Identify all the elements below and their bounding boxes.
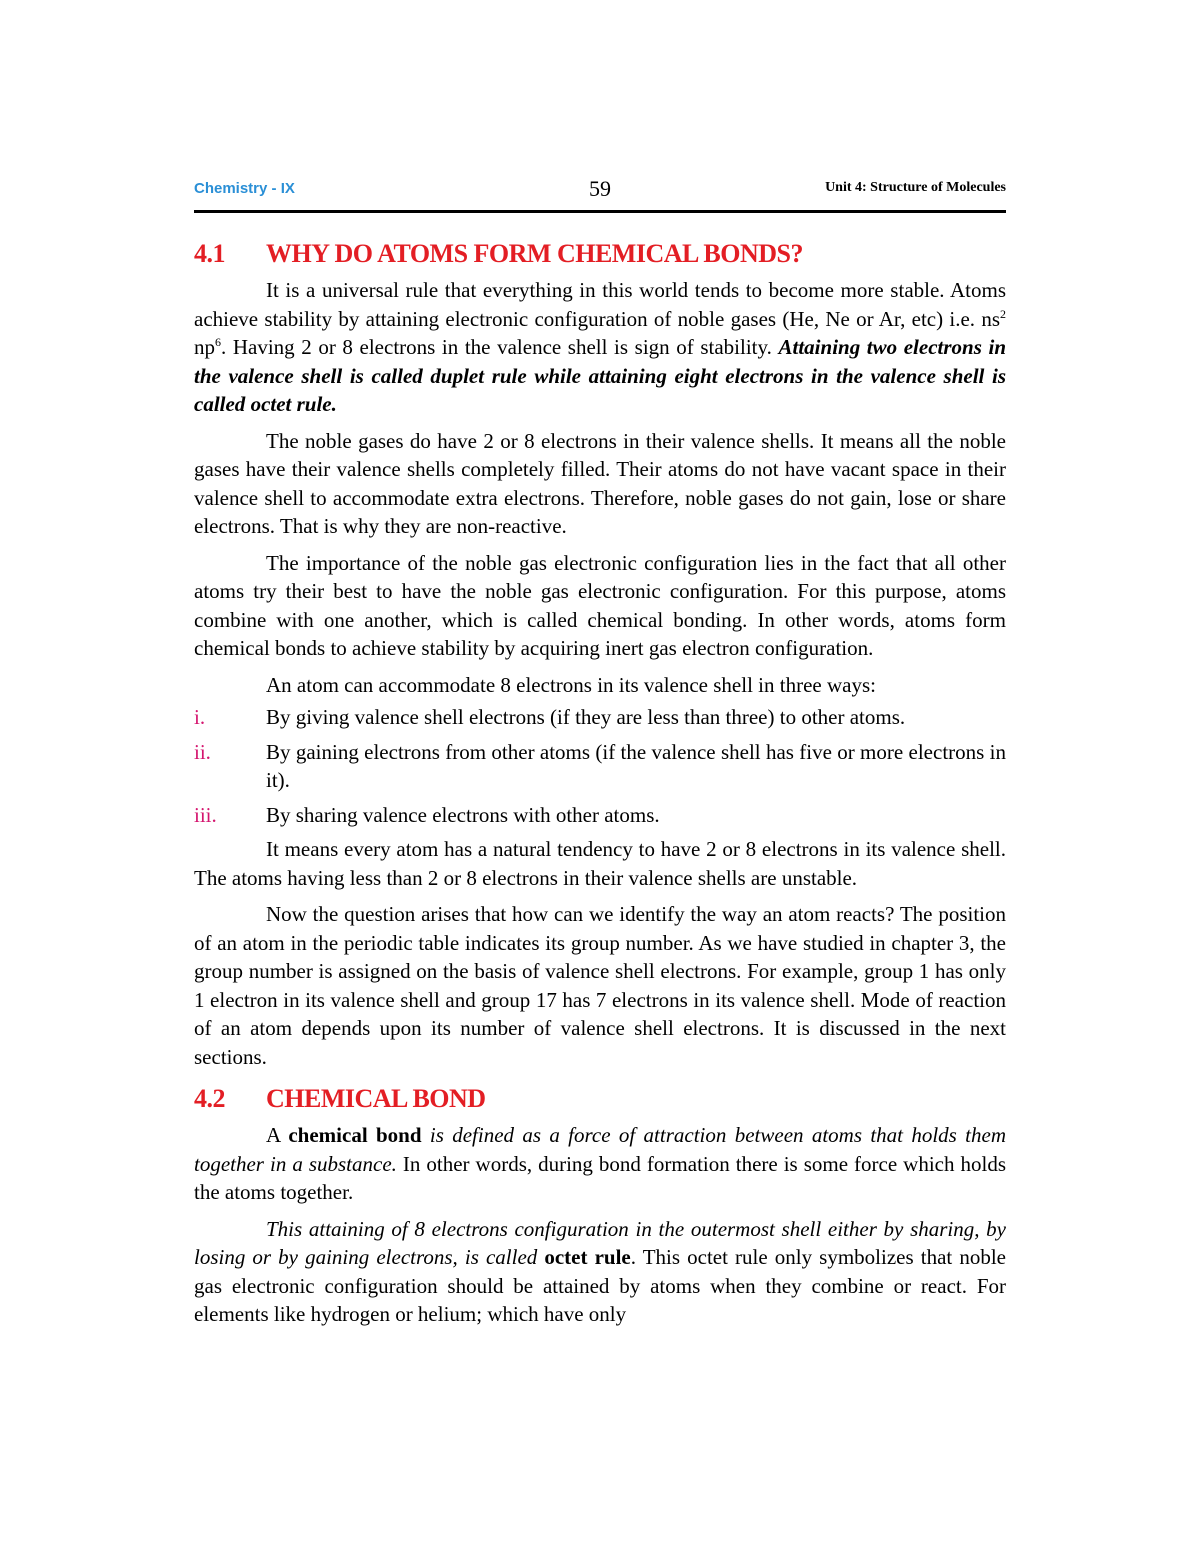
list-item — [194, 738, 1006, 795]
list-marker: iii. — [194, 802, 217, 827]
page-number: 59 — [589, 176, 611, 201]
paragraph: The noble gases do have 2 or 8 electrons in their valence shells. It means all the noble gases have their valence shells completely filled. Their atoms do not have vacant space in their valence shell to accommodate extra electrons. Therefore, noble gases do not gain, lose or share electrons. That is why they are non-reactive. — [194, 428, 1006, 538]
term-chemical-bond: chemical bond — [288, 1123, 422, 1147]
definition-text: rule while attaining eight electrons in the valence shell is called — [194, 363, 1006, 416]
section-title: WHY DO ATOMS FORM CHEMICAL BONDS? — [266, 239, 804, 268]
list-item-text: By sharing valence electrons with other atoms. — [266, 802, 660, 827]
paragraph — [194, 1121, 1006, 1207]
text-run: np — [194, 335, 215, 359]
section-heading-4-1 — [194, 234, 1006, 274]
paragraph: It means every atom has a natural tendency to have 2 or 8 electrons in its valence shell. The atoms having less than 2 or 8 electrons in their valence shells are unstable. — [194, 837, 1006, 890]
text-run: . This octet rule only symbolizes that noble gas electronic configuration should be attained by atoms when they combine or react. For elements like hydrogen or helium; which have only — [194, 1245, 1006, 1326]
list-item — [194, 703, 1006, 732]
text-run: A — [266, 1123, 289, 1147]
header-subject: Chemistry - IX — [194, 180, 295, 197]
page-header — [194, 176, 1006, 206]
list-marker: i. — [194, 705, 206, 729]
paragraph: An atom can accommodate 8 electrons in its valence shell in three ways: — [266, 672, 876, 697]
text-run: It is a universal rule that everything in this world tends to become more stable. Atoms achieve stability by attaining electronic configuration of noble gases (He, Ne or Ar, etc) i.e. ns — [194, 278, 1006, 331]
paragraph — [194, 1215, 1006, 1329]
section-number: 4.1 — [194, 239, 225, 268]
paragraph — [194, 276, 1006, 419]
header-unit-title: Unit 4: Structure of Molecules — [825, 180, 1006, 195]
header-divider — [194, 210, 1006, 213]
list-item-text: By giving valence shell electrons (if they are less than three) to other atoms. — [266, 705, 906, 729]
text-run: . Having 2 or 8 electrons in the valence shell is sign of stability. — [221, 335, 779, 359]
superscript: 2 — [1000, 306, 1006, 321]
term-duplet: duplet — [430, 363, 485, 388]
definition-text: rule. — [291, 392, 337, 416]
section-title: CHEMICAL BOND — [266, 1084, 486, 1113]
page-body — [194, 234, 1006, 1337]
paragraph: Now the question arises that how can we identify the way an atom reacts? The position of an atom in the periodic table indicates its group number. As we have studied in chapter 3, the group number is assigned on the basis of valence shell electrons. For example, group 1 has only 1 electron in its valence shell and group 17 has 7 electrons in its valence shell. Mode of reaction of an atom depends upon its number of valence shell electrons. It is discussed in the next sections. — [194, 902, 1006, 1069]
section-number: 4.2 — [194, 1084, 225, 1113]
list-item — [194, 801, 1006, 830]
superscript: 6 — [215, 335, 221, 349]
section-heading-4-2 — [194, 1079, 1006, 1119]
list-marker: ii. — [194, 739, 211, 764]
definition-text: Attaining two electrons in the valence shell is called — [194, 335, 1006, 388]
term-octet: octet — [250, 392, 292, 416]
definition-text: is defined as a force of attraction between atoms that holds them together in a substance. — [194, 1123, 1007, 1176]
definition-text: This attaining of 8 electrons configuration in the outermost shell either by sharing, by losing or by gaining electrons, is called — [194, 1216, 1006, 1269]
list-item-text: By gaining electrons from other atoms (if the valence shell has five or more electrons in it). — [266, 739, 1006, 792]
paragraph: The importance of the noble gas electronic configuration lies in the fact that all other atoms try their best to have the noble gas electronic configuration. For this purpose, atoms combine with one another, which is called chemical bonding. In other words, atoms form chemical bonds to achieve stability by acquiring inert gas electron configuration. — [194, 550, 1006, 660]
term-octet-rule: octet rule — [537, 1245, 631, 1269]
text-run: In other words, during bond formation there is some force which holds the atoms together. — [194, 1151, 1006, 1204]
